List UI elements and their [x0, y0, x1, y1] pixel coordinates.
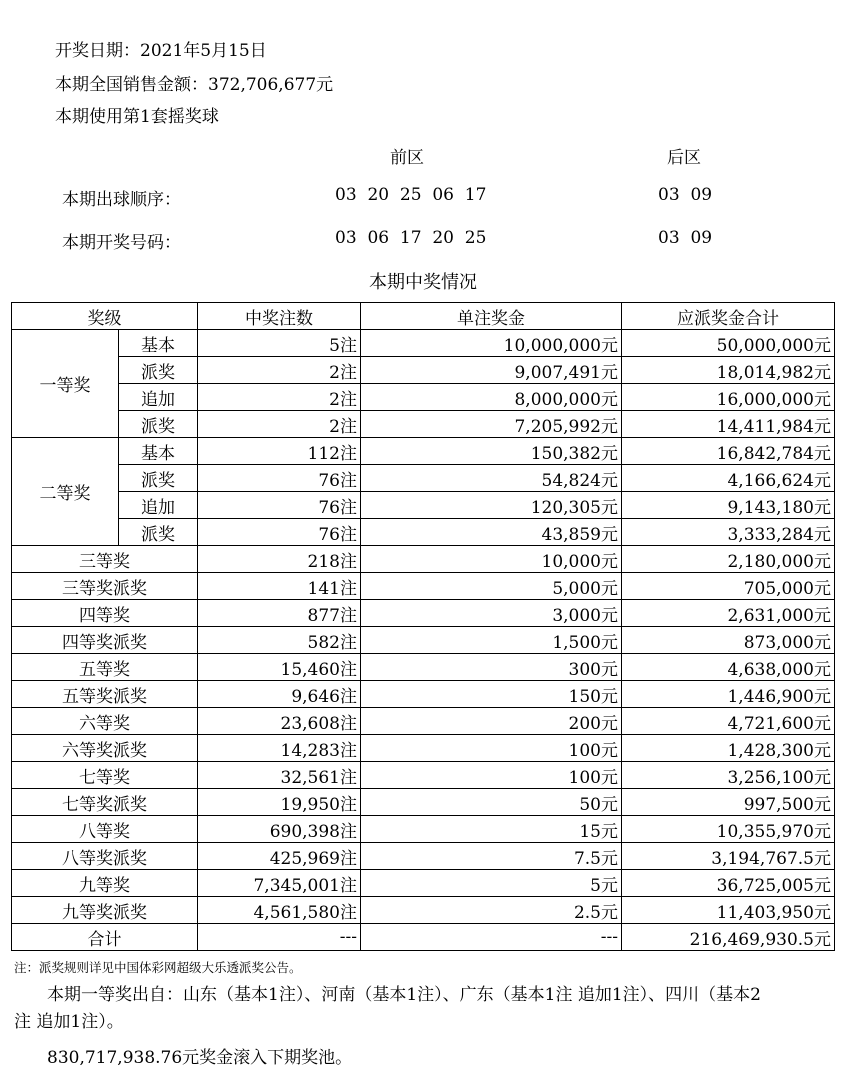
winner-count: 2注: [198, 411, 361, 438]
prize-name: 八等奖: [12, 816, 198, 843]
prize-name: 三等奖派奖: [12, 573, 198, 600]
prize-amount: 9,007,491元: [361, 357, 622, 384]
winner-count: 218注: [198, 546, 361, 573]
ball-set: 本期使用第1套摇奖球: [55, 107, 219, 127]
sub-type: 派奖: [119, 465, 198, 492]
rollover-amount: 830,717,938.76元奖金滚入下期奖池。: [47, 1048, 353, 1068]
second-prize-name: 二等奖: [12, 438, 119, 546]
prize-total: 4,721,600元: [622, 708, 835, 735]
winner-count: 141注: [198, 573, 361, 600]
winner-count: 877注: [198, 600, 361, 627]
sub-type: 追加: [119, 492, 198, 519]
table-row: [12, 708, 835, 735]
table-row: [12, 870, 835, 897]
prize-amount: 10,000,000元: [361, 330, 622, 357]
prize-table-title: 本期中奖情况: [369, 272, 477, 293]
prize-total: 16,000,000元: [622, 384, 835, 411]
prize-total: 16,842,784元: [622, 438, 835, 465]
winner-count: 582注: [198, 627, 361, 654]
prize-total: 705,000元: [622, 573, 835, 600]
prize-amount: 100元: [361, 762, 622, 789]
winner-count: 112注: [198, 438, 361, 465]
prize-amount: 7.5元: [361, 843, 622, 870]
winner-count: 32,561注: [198, 762, 361, 789]
prize-total: 4,166,624元: [622, 465, 835, 492]
total-row: [12, 924, 835, 951]
prize-total: 2,631,000元: [622, 600, 835, 627]
prize-amount: 8,000,000元: [361, 384, 622, 411]
winner-count: 2注: [198, 357, 361, 384]
prize-total: 9,143,180元: [622, 492, 835, 519]
prize-name: 三等奖: [12, 546, 198, 573]
draw-order-front: 03 20 25 06 17: [335, 185, 487, 205]
winner-count: 19,950注: [198, 789, 361, 816]
winning-numbers-label: 本期开奖号码：: [62, 233, 181, 253]
winner-count: 76注: [198, 492, 361, 519]
table-row: [12, 681, 835, 708]
prize-name: 六等奖: [12, 708, 198, 735]
prize-name: 七等奖派奖: [12, 789, 198, 816]
sub-type: 派奖: [119, 411, 198, 438]
winner-count: 4,561,580注: [198, 897, 361, 924]
prize-total: 50,000,000元: [622, 330, 835, 357]
draw-date: 开奖日期：2021年5月15日: [55, 41, 267, 61]
table-row: [12, 357, 835, 384]
first-prize-origin-line1: 本期一等奖出自：山东（基本1注）、河南（基本1注）、广东（基本1注 追加1注）、四川（基本2: [47, 985, 761, 1005]
table-row: [12, 573, 835, 600]
prize-name: 四等奖: [12, 600, 198, 627]
prize-amount: 150,382元: [361, 438, 622, 465]
table-row: [12, 897, 835, 924]
table-row: [12, 843, 835, 870]
prize-amount: 150元: [361, 681, 622, 708]
winner-count: 9,646注: [198, 681, 361, 708]
prize-total: 873,000元: [622, 627, 835, 654]
prize-name: 五等奖: [12, 654, 198, 681]
table-row: [12, 816, 835, 843]
table-row: [12, 411, 835, 438]
prize-name: 八等奖派奖: [12, 843, 198, 870]
prize-amount: 1,500元: [361, 627, 622, 654]
draw-order-back: 03 09: [658, 185, 713, 205]
prize-total: 997,500元: [622, 789, 835, 816]
sub-type: 基本: [119, 330, 198, 357]
winning-numbers-back: 03 09: [658, 228, 713, 248]
header-prize-level: 奖级: [12, 303, 198, 330]
winner-count: 2注: [198, 384, 361, 411]
prize-name: 五等奖派奖: [12, 681, 198, 708]
prize-amount: 200元: [361, 708, 622, 735]
prize-amount: 5元: [361, 870, 622, 897]
sub-type: 追加: [119, 384, 198, 411]
table-row: [12, 789, 835, 816]
prize-name: 九等奖派奖: [12, 897, 198, 924]
prize-total: 1,446,900元: [622, 681, 835, 708]
winning-numbers-front: 03 06 17 20 25: [335, 228, 487, 248]
winner-count: 76注: [198, 519, 361, 546]
winner-count: 76注: [198, 465, 361, 492]
table-row: [12, 384, 835, 411]
prize-total: 18,014,982元: [622, 357, 835, 384]
first-prize-origin-line2: 注 追加1注）。: [14, 1012, 124, 1032]
prize-amount: 15元: [361, 816, 622, 843]
prize-name: 六等奖派奖: [12, 735, 198, 762]
winner-count: 15,460注: [198, 654, 361, 681]
table-row: [12, 654, 835, 681]
total-sum: 216,469,930.5元: [622, 924, 835, 951]
prize-amount: 50元: [361, 789, 622, 816]
table-row: [12, 492, 835, 519]
table-row: [12, 330, 835, 357]
prize-total: 3,256,100元: [622, 762, 835, 789]
sub-type: 基本: [119, 438, 198, 465]
header-prize-amount: 单注奖金: [361, 303, 622, 330]
prize-name: 七等奖: [12, 762, 198, 789]
prize-amount: 120,305元: [361, 492, 622, 519]
sales-amount: 本期全国销售金额：372,706,677元: [55, 75, 334, 95]
prize-total: 10,355,970元: [622, 816, 835, 843]
prize-table: [11, 302, 835, 951]
winner-count: 23,608注: [198, 708, 361, 735]
prize-amount: 43,859元: [361, 519, 622, 546]
header-prize-total: 应派奖金合计: [622, 303, 835, 330]
table-row: [12, 735, 835, 762]
table-row: [12, 600, 835, 627]
sub-type: 派奖: [119, 519, 198, 546]
prize-total: 2,180,000元: [622, 546, 835, 573]
winner-count: 425,969注: [198, 843, 361, 870]
prize-amount: 10,000元: [361, 546, 622, 573]
prize-total: 3,194,767.5元: [622, 843, 835, 870]
back-zone-label: 后区: [667, 148, 701, 168]
winner-count: 690,398注: [198, 816, 361, 843]
prize-amount: 7,205,992元: [361, 411, 622, 438]
table-header-row: [12, 303, 835, 330]
total-count: ---: [198, 924, 361, 951]
table-row: [12, 465, 835, 492]
total-amount: ---: [361, 924, 622, 951]
prize-amount: 3,000元: [361, 600, 622, 627]
table-row: [12, 627, 835, 654]
table-row: [12, 438, 835, 465]
winner-count: 14,283注: [198, 735, 361, 762]
prize-amount: 5,000元: [361, 573, 622, 600]
prize-amount: 54,824元: [361, 465, 622, 492]
prize-total: 14,411,984元: [622, 411, 835, 438]
sub-type: 派奖: [119, 357, 198, 384]
prize-amount: 300元: [361, 654, 622, 681]
table-row: [12, 762, 835, 789]
prize-total: 11,403,950元: [622, 897, 835, 924]
draw-order-label: 本期出球顺序：: [62, 190, 181, 210]
front-zone-label: 前区: [390, 148, 424, 168]
prize-total: 3,333,284元: [622, 519, 835, 546]
footnote: 注：派奖规则详见中国体彩网超级大乐透派奖公告。: [14, 960, 302, 975]
prize-total: 4,638,000元: [622, 654, 835, 681]
header-winner-count: 中奖注数: [198, 303, 361, 330]
prize-total: 1,428,300元: [622, 735, 835, 762]
first-prize-name: 一等奖: [12, 330, 119, 438]
winner-count: 7,345,001注: [198, 870, 361, 897]
prize-name: 九等奖: [12, 870, 198, 897]
table-row: [12, 546, 835, 573]
table-row: [12, 519, 835, 546]
prize-name: 四等奖派奖: [12, 627, 198, 654]
prize-amount: 2.5元: [361, 897, 622, 924]
prize-amount: 100元: [361, 735, 622, 762]
winner-count: 5注: [198, 330, 361, 357]
prize-total: 36,725,005元: [622, 870, 835, 897]
total-label: 合计: [12, 924, 198, 951]
